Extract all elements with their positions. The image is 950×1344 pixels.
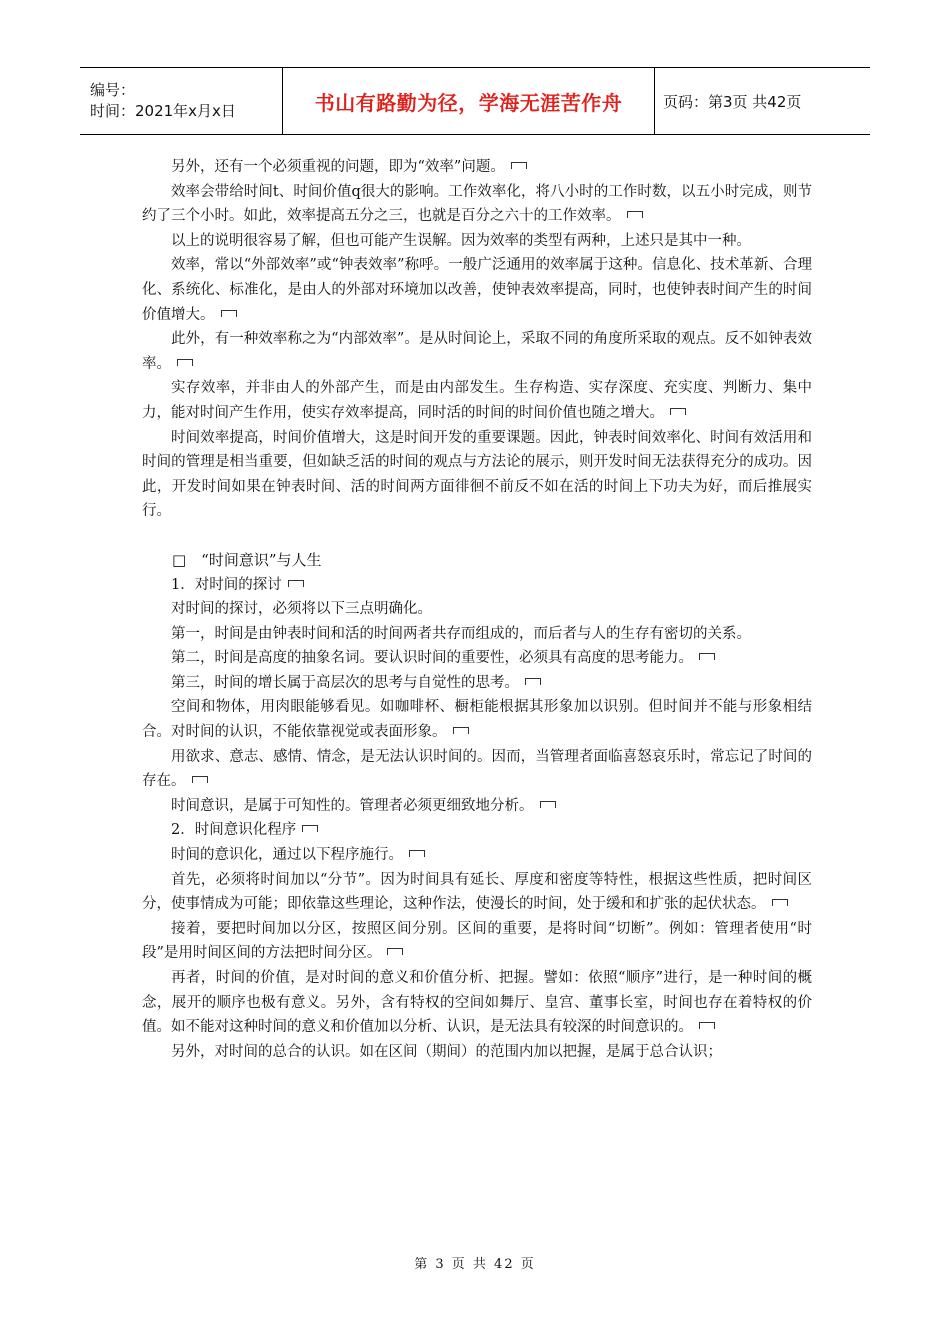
paragraph-text: 第一，时间是由钟表时间和活的时间两者共存而组成的，而后者与人的生存有密切的关系。 — [171, 625, 751, 642]
paragraph-mark-icon — [409, 850, 425, 857]
header-motto: 书山有路勤为径，学海无涯苦作舟 — [314, 90, 623, 115]
paragraph — [142, 155, 812, 180]
paragraph — [142, 229, 812, 254]
header-right-cell — [655, 68, 870, 134]
paragraph — [142, 376, 812, 425]
paragraph — [142, 794, 812, 819]
paragraph-text: 对时间的探讨，必须将以下三点明确化。 — [171, 601, 432, 618]
paragraph-mark-icon — [302, 825, 318, 832]
paragraph-mark-icon — [192, 776, 208, 783]
paragraph-text: 时间意识，是属于可知性的。管理者必须更细致地分析。 — [171, 797, 534, 814]
document-body — [142, 155, 812, 1064]
header-left-cell — [80, 68, 283, 134]
paragraph-text: 再者，时间的价值，是对时间的意义和价值分析、把握。譬如：依照“顺序”进行，是一种时间的概念，展开的顺序也极有意义。另外，含有特权的空间如舞厅、皇宫、董事长室，时间也存在着特权的价值。如不能对这种时间的意义和价值加以分析、认识，是无法具有较深的时间意识的。 — [142, 970, 812, 1036]
paragraph-mark-icon — [670, 408, 686, 415]
paragraph — [142, 868, 812, 917]
paragraph — [142, 1040, 812, 1065]
paragraph — [142, 253, 812, 327]
paragraph-text: 另外，对时间的总合的认识。如在区间（期间）的范围内加以把握，是属于总合认识； — [171, 1043, 722, 1060]
paragraph — [142, 917, 812, 966]
paragraph — [142, 671, 812, 696]
header-middle-cell — [283, 68, 655, 134]
serial-label: 编号： — [90, 81, 136, 99]
paragraph-text: 效率，常以“外部效率”或“钟表效率”称呼。一般广泛通用的效率属于这种。信息化、技术革新、合理化、系统化、标准化，是由人的外部对环境加以改善，使钟表效率提高，同时，也使钟表时间产生的时间价值增大。 — [142, 257, 812, 323]
paragraph-text: 1．对时间的探讨 — [171, 576, 282, 593]
paragraph-mark-icon — [177, 359, 193, 366]
paragraph-mark-icon — [453, 727, 469, 734]
paragraph — [142, 426, 812, 524]
paragraph-mark-icon — [387, 948, 403, 955]
paragraph-mark-icon — [699, 653, 715, 660]
paragraph — [142, 597, 812, 622]
paragraph — [142, 622, 812, 647]
page-info: 页码：第3页 共42页 — [663, 92, 802, 111]
paragraph-text: 第二，时间是高度的抽象名词。要认识时间的重要性，必须具有高度的思考能力。 — [171, 650, 693, 667]
paragraph — [142, 646, 812, 671]
paragraph-mark-icon — [221, 310, 237, 317]
paragraph-text: 另外，还有一个必须重视的问题，即为“效率”问题。 — [171, 159, 505, 175]
paragraph — [142, 966, 812, 1040]
paragraph-text: 以上的说明很容易了解，但也可能产生误解。因为效率的类型有两种，上述只是其中一种。 — [171, 232, 751, 249]
paragraph — [142, 327, 812, 376]
paragraph-text: 首先，必须将时间加以“分节”。因为时间具有延长、厚度和密度等特性，根据这些性质，把时间区分，使事情成为可能；即依靠这些理论，这种作法，使漫长的时间，处于缓和和扩张的起伏状态。 — [142, 871, 812, 913]
section-heading — [142, 548, 812, 573]
paragraph-text: 用欲求、意志、感情、情念，是无法认识时间的。因而，当管理者面临喜怒哀乐时，常忘记了时间的存在。 — [142, 748, 812, 790]
paragraph-text: 实存效率，并非由人的外部产生，而是由内部发生。生存构造、实存深度、充实度、判断力、集中力，能对时间产生作用，使实存效率提高，同时活的时间的时间价值也随之增大。 — [142, 380, 812, 421]
paragraph-mark-icon — [525, 678, 541, 685]
paragraph-text: 时间的意识化，通过以下程序施行。 — [171, 847, 403, 864]
paragraph — [142, 180, 812, 229]
paragraph — [142, 695, 812, 744]
page-header — [80, 67, 870, 135]
paragraph — [142, 745, 812, 794]
paragraph-mark-icon — [699, 1022, 715, 1029]
paragraph-text: 空间和物体，用肉眼能够看见。如咖啡杯、橱柜能根据其形象加以识别。但时间并不能与形象相结合。对时间的认识，不能依靠视觉或表面形象。 — [142, 699, 812, 741]
paragraph-text: 效率会带给时间t、时间价值q很大的影响。工作效率化，将八小时的工作时数，以五小时完成，则节约了三个小时。如此，效率提高五分之三，也就是百分之六十的工作效率。 — [142, 183, 812, 225]
paragraph — [142, 818, 812, 843]
paragraph-text: 此外，有一种效率称之为“内部效率”。是从时间论上，采取不同的角度所采取的观点。反不如钟表效率。 — [142, 331, 812, 372]
paragraph — [142, 843, 812, 868]
date-text: 时间：2021年x月x日 — [90, 102, 236, 120]
page-footer: 第 3 页 共 42 页 — [414, 1257, 536, 1272]
paragraph-text: □ “时间意识”与人生 — [172, 550, 322, 569]
paragraph-mark-icon — [511, 162, 527, 169]
paragraph-text: 2．时间意识化程序 — [171, 822, 297, 839]
paragraph-text: 接着，要把时间加以分区，按照区间分别。区间的重要，是将时间“切断”。例如：管理者使用“时段”是用时间区间的方法把时间分区。 — [142, 920, 812, 962]
paragraph — [142, 573, 812, 598]
paragraph-mark-icon — [540, 801, 556, 808]
paragraph-text: 第三，时间的增长属于高层次的思考与自觉性的思考。 — [171, 674, 519, 691]
paragraph-mark-icon — [627, 211, 643, 218]
paragraph-mark-icon — [772, 899, 788, 906]
paragraph-mark-icon — [288, 580, 304, 587]
paragraph-text: 时间效率提高，时间价值增大，这是时间开发的重要课题。因此，钟表时间效率化、时间有效活用和时间的管理是相当重要，但如缺乏活的时间的观点与方法论的展示，则开发时间无法获得充分的成功。因此，开发时间如果在钟表时间、活的时间两方面徘徊不前反不如在活的时间上下功夫为好，而后推展实行。 — [142, 429, 812, 520]
